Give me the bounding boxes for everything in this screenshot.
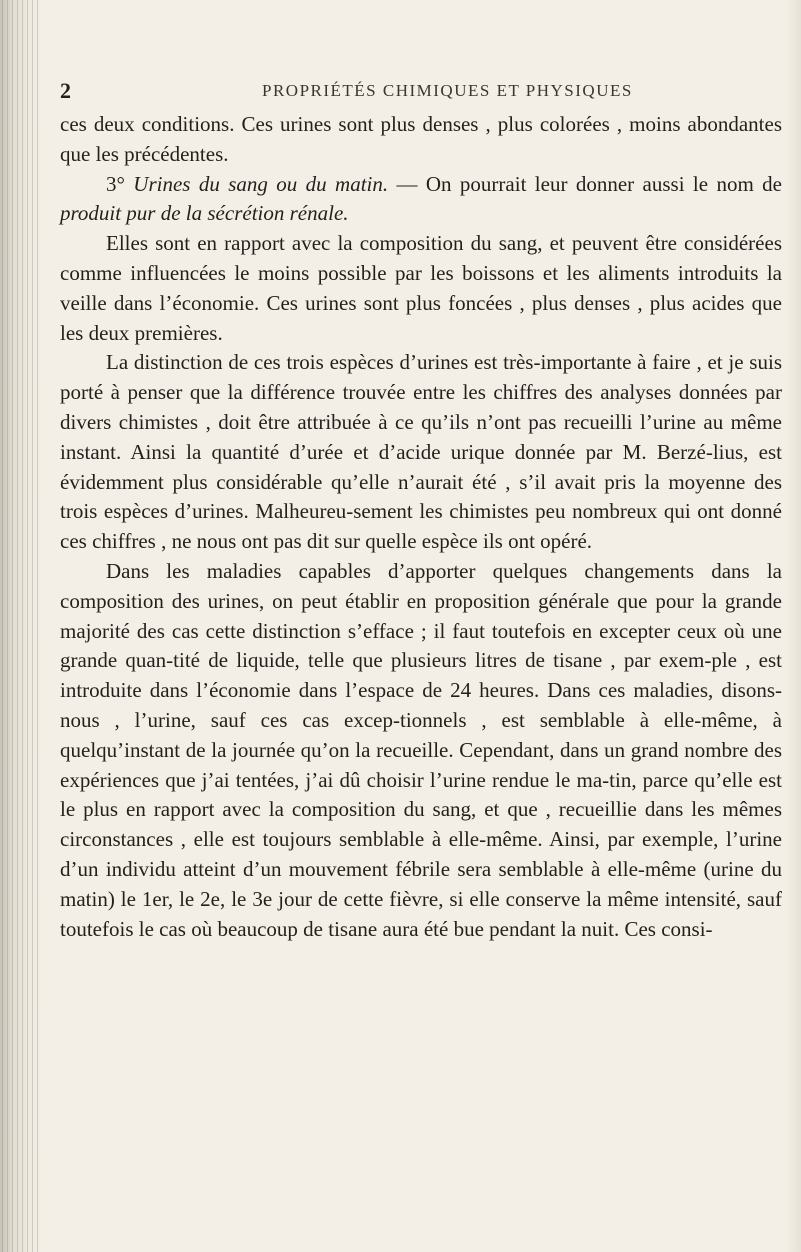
paragraph-1: ces deux conditions. Ces urines sont plus denses , plus colorées , moins abondantes que les précédentes. [60, 112, 782, 166]
paragraph-2-heading [60, 170, 782, 230]
page-header [60, 78, 782, 110]
section-alt-name: produit pur de la sécrétion rénale. [60, 201, 349, 226]
section-number: 3° [106, 171, 134, 196]
section-intro: — On pourrait leur donner aussi le nom de [388, 171, 782, 196]
paragraph-3: La distinction de ces trois espèces d’urines est très-importante à faire , et je suis porté à penser que la différence trouvée entre les chiffres des analyses données par divers chimistes , doit être attribuée à ce qu’ils n’ont pas recueilli l’urine au même instant. Ainsi la quantité d’urée et d’acide urique donnée par M. Berzé-lius, est évidemment plus considérable qu’elle n’aurait été , s’il avait pris la moyenne des trois espèces d’urines. Malheureu-sement les chimistes peu nombreux qui ont donné ces chiffres , ne nous ont pas dit sur quelle espèce ils ont opéré. [60, 350, 782, 554]
binding-texture [2, 0, 38, 1252]
page-edge-shadow [787, 0, 801, 1252]
body-text [60, 110, 782, 944]
running-title: PROPRIÉTÉS CHIMIQUES ET PHYSIQUES [262, 81, 633, 100]
paragraph-2: Elles sont en rapport avec la composition du sang, et peuvent être considérées comme influencées le moins possible par les boissons et les aliments introduits la veille dans l’économie. Ces urines sont plus foncées , plus denses , plus acides que les deux premières. [60, 231, 782, 345]
section-title: Urines du sang ou du matin. [133, 171, 389, 196]
book-page [60, 78, 782, 944]
paragraph-4: Dans les maladies capables d’apporter quelques changements dans la composition des urines, on peut établir en proposition générale que pour la grande majorité des cas cette distinction s’efface ; il faut toutefois en excepter ceux où une grande quan-tité de liquide, telle que plusieurs litres de tisane , par exem-ple , est introduite dans l’économie dans l’espace de 24 heures. Dans ces maladies, disons-nous , l’urine, sauf ces cas excep-tionnels , est semblable à elle-même, à quelqu’instant de la journée qu’on la recueille. Cependant, dans un grand nombre des expériences que j’ai tentées, j’ai dû choisir l’urine rendue le ma-tin, parce qu’elle est le plus en rapport avec la composition du sang, et que , recueillie dans les mêmes circonstances , elle est toujours semblable à elle-même. Ainsi, par exemple, l’urine d’un individu atteint d’un mouvement fébrile sera semblable à elle-même (urine du matin) le 1er, le 2e, le 3e jour de cette fièvre, si elle conserve la même intensité, sauf toutefois le cas où beaucoup de tisane aura été bue pendant la nuit. Ces consi- [60, 558, 782, 941]
page-number: 2 [60, 78, 71, 103]
